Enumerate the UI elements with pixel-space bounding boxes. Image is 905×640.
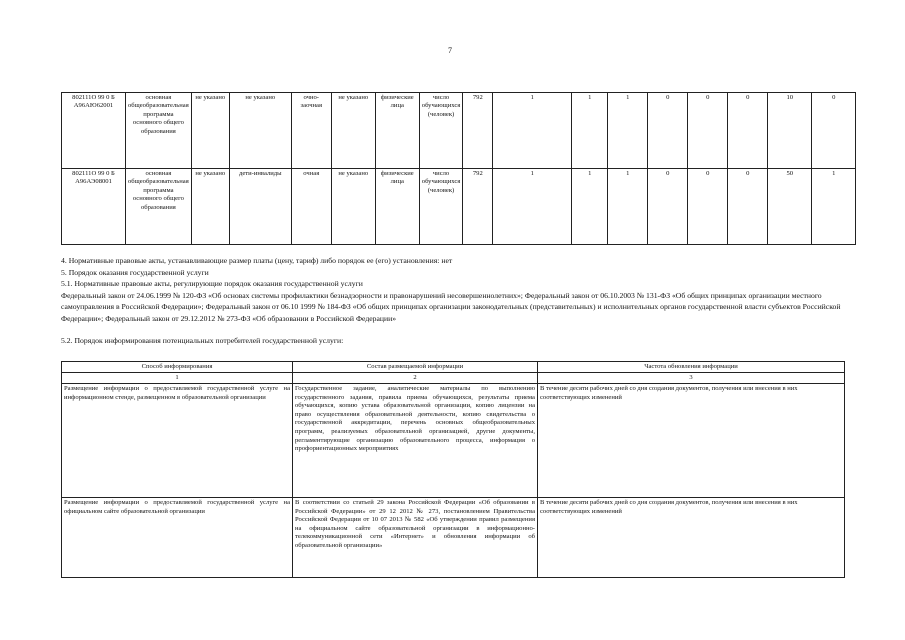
table-header-row bbox=[62, 362, 845, 373]
update-frequency-cell: В течение десяти рабочих дней со дня создания документов, получения или внесения в них соответствующих изменений bbox=[538, 384, 845, 498]
paragraph-legal-acts-heading: 5.1. Нормативные правовые акты, регулирующие порядок оказания государственной услуги bbox=[61, 279, 363, 288]
table-cell: не указано bbox=[191, 93, 229, 169]
registry-number-cell: 802111О 99 0 Б А96АЮ62001 bbox=[62, 93, 126, 169]
table-cell: физические лица bbox=[375, 93, 419, 169]
column-number: 3 bbox=[538, 373, 845, 384]
column-number: 2 bbox=[293, 373, 538, 384]
service-volume-table bbox=[61, 92, 856, 245]
table-cell: 1 bbox=[608, 93, 648, 169]
table-cell: 1 bbox=[493, 169, 572, 245]
page-number: 7 bbox=[448, 46, 452, 55]
information-content-cell: В соответствии со статьей 29 закона Российской Федерации «Об образовании в Российской Федерации» от 29 12 2012 № 273, постановлением Правительства Российской Федерации от 10 07 2013 № 582 «Об утверждении правил размещения на официальном сайте образовательной организации в информационно-телекоммуникационной сети «Интернет» и обновления информации об образовательной организации» bbox=[293, 498, 538, 578]
informing-table bbox=[61, 361, 845, 578]
table-cell: 0 bbox=[728, 93, 768, 169]
table-cell: 1 bbox=[608, 169, 648, 245]
table-cell: 0 bbox=[812, 93, 856, 169]
table-cell: 1 bbox=[493, 93, 572, 169]
table-cell: 1 bbox=[812, 169, 856, 245]
paragraph-payment-acts: 4. Нормативные правовые акты, устанавливающие размер платы (цену, тариф) либо порядок ее (его) установления: нет bbox=[61, 256, 453, 265]
table-cell: физические лица bbox=[375, 169, 419, 245]
program-cell: основная общеобразовательная программа основного общего образования bbox=[126, 93, 192, 169]
update-frequency-cell: В течение десяти рабочих дней со дня создания документов, получения или внесения в них соответствующих изменений bbox=[538, 498, 845, 578]
table-cell: 10 bbox=[768, 93, 812, 169]
table-cell: 1 bbox=[572, 93, 608, 169]
table-cell: не указано bbox=[331, 93, 375, 169]
column-header: Состав размещаемой информации bbox=[293, 362, 538, 373]
table-cell: 792 bbox=[463, 169, 493, 245]
program-cell: основная общеобразовательная программа основного общего образования bbox=[126, 169, 192, 245]
column-header: Способ информирования bbox=[62, 362, 293, 373]
table-cell: число обучающихся (человек) bbox=[419, 93, 463, 169]
table-cell: не указано bbox=[331, 169, 375, 245]
table-cell: не указано bbox=[229, 93, 291, 169]
paragraph-legal-acts-list: Федеральный закон от 24.06.1999 № 120-ФЗ «Об основах системы профилактики безнадзорности и правонарушений несовершеннолетних»; Федеральный закон от 06.10.2003 № 131-ФЗ «Об общих принципах организации местного самоуправления в Российской Федерации»; Федеральный закон от 06.10 1999 № 184-ФЗ «Об общих принципах организации законодательных (представительных) и исполнительных органов государственной власти субъектов Российской Федерации»; Федеральный закон от 29.12.2012 № 273-ФЗ «Об образовании в Российской Федерации» bbox=[61, 290, 841, 323]
table-cell: 0 bbox=[648, 169, 688, 245]
column-number: 1 bbox=[62, 373, 293, 384]
table-row bbox=[62, 384, 845, 498]
information-content-cell: Государственное задание, аналитические материалы по выполнению государственного задания, правила приема обучающихся, результаты приема обучающихся, копию устава образовательной организации, копию лицензии на право осуществления образовательной деятельности, копию свидетельства о государственной аккредитации, перечень основных общеобразовательных программ, реализуемых образовательной организацией, другие документы, регламентирующие организацию образовательного процесса, информация о профориентационных мероприятиях bbox=[293, 384, 538, 498]
table-row bbox=[62, 169, 856, 245]
table-cell: дети-инвалиды bbox=[229, 169, 291, 245]
paragraph-service-order: 5. Порядок оказания государственной услуги bbox=[61, 267, 209, 277]
table-cell: 0 bbox=[688, 169, 728, 245]
section-text bbox=[61, 255, 841, 347]
informing-method-cell: Размещение информации о предоставляемой государственной услуге на информационном стенде, размещенном в образовательной организации bbox=[62, 384, 293, 498]
table-cell: очная bbox=[291, 169, 331, 245]
table-cell: 0 bbox=[688, 93, 728, 169]
column-number-row bbox=[62, 373, 845, 384]
informing-method-cell: Размещение информации о предоставляемой государственной услуге на официальном сайте образовательной организации bbox=[62, 498, 293, 578]
table-row bbox=[62, 498, 845, 578]
table-cell: 0 bbox=[648, 93, 688, 169]
paragraph-informing-heading: 5.2. Порядок информирования потенциальных потребителей государственной услуги: bbox=[61, 336, 344, 345]
table-cell: число обучающихся (человек) bbox=[419, 169, 463, 245]
column-header: Частота обновления информации bbox=[538, 362, 845, 373]
table-cell: не указано bbox=[191, 169, 229, 245]
table-cell: 1 bbox=[572, 169, 608, 245]
table-row bbox=[62, 93, 856, 169]
registry-number-cell: 802111О 99 0 Б А96АЭ08001 bbox=[62, 169, 126, 245]
table-cell: 0 bbox=[728, 169, 768, 245]
table-cell: очно-заочная bbox=[291, 93, 331, 169]
table-cell: 792 bbox=[463, 93, 493, 169]
table-cell: 50 bbox=[768, 169, 812, 245]
